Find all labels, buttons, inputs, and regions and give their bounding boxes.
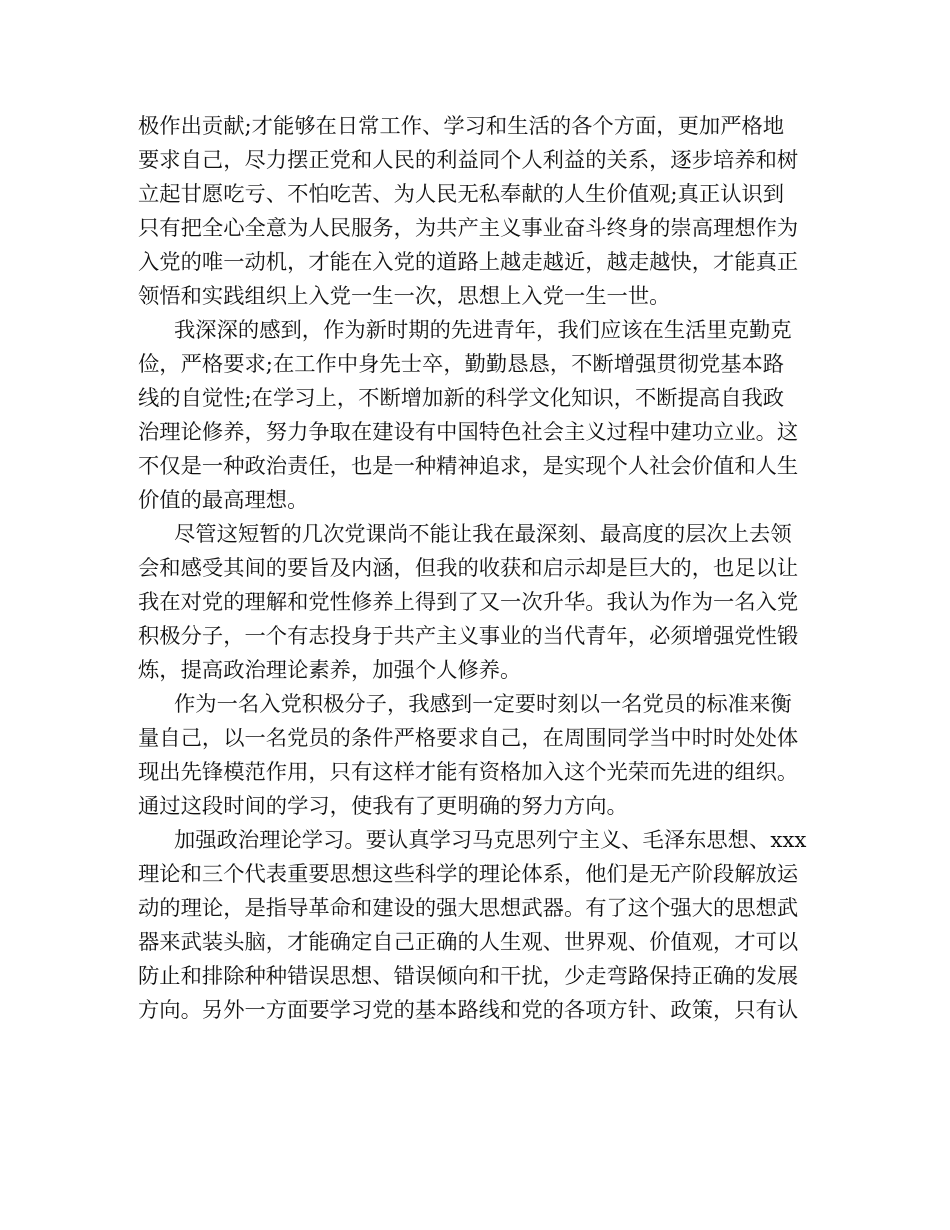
text-line: 我在对党的理解和党性修养上得到了又一次升华。我认为作为一名入党 [138, 590, 799, 615]
text-line: 现出先锋模范作用，只有这样才能有资格加入这个光荣而先进的组织。 [138, 760, 799, 785]
text-line: 会和感受其间的要旨及内涵，但我的收获和启示却是巨大的，也足以让 [138, 556, 799, 581]
text-line: 极作出贡献;才能够在日常工作、学习和生活的各个方面，更加严格地 [138, 114, 785, 139]
text-line: 炼，提高政治理论素养，加强个人修养。 [138, 658, 522, 683]
text-line: 只有把全心全意为人民服务，为共产主义事业奋斗终身的崇高理想作为 [138, 216, 799, 241]
text-line: 方向。另外一方面要学习党的基本路线和党的各项方针、政策，只有认 [138, 998, 799, 1023]
text-line: 俭，严格要求;在工作中身先士卒，勤勤恳恳，不断增强贯彻党基本路 [138, 352, 785, 377]
text-line: 理论和三个代表重要思想这些科学的理论体系，他们是无产阶段解放运 [138, 862, 799, 887]
text-line: 不仅是一种政治责任，也是一种精神追求，是实现个人社会价值和人生 [138, 454, 799, 479]
text-line: 领悟和实践组织上入党一生一次，思想上入党一生一世。 [138, 284, 671, 309]
text-line: 器来武装头脑，才能确定自己正确的人生观、世界观、价值观，才可以 [138, 930, 799, 955]
text-line: 作为一名入党积极分子，我感到一定要时刻以一名党员的标准来衡 [174, 692, 792, 717]
text-line: 入党的唯一动机，才能在入党的道路上越走越近，越走越快，才能真正 [138, 250, 799, 275]
text-line: 通过这段时间的学习，使我有了更明确的努力方向。 [138, 794, 628, 819]
text-line: 价值的最高理想。 [138, 488, 309, 513]
text-line: 治理论修养，努力争取在建设有中国特色社会主义过程中建功立业。这 [138, 420, 799, 445]
text-line: 要求自己，尽力摆正党和人民的利益同个人利益的关系，逐步培养和树 [138, 148, 799, 173]
text-line: 防止和排除种种错误思想、错误倾向和干扰，少走弯路保持正确的发展 [138, 964, 799, 989]
text-line: 加强政治理论学习。要认真学习马克思列宁主义、毛泽东思想、xxx [174, 828, 807, 853]
text-line: 尽管这短暂的几次党课尚不能让我在最深刻、最高度的层次上去领 [174, 522, 792, 547]
document-body [138, 110, 818, 1028]
text-line: 线的自觉性;在学习上，不断增加新的科学文化知识，不断提高自我政 [138, 386, 785, 411]
text-line: 我深深的感到，作为新时期的先进青年，我们应该在生活里克勤克 [174, 318, 792, 343]
text-line: 量自己，以一名党员的条件严格要求自己，在周围同学当中时时处处体 [138, 726, 799, 751]
text-line: 动的理论，是指导革命和建设的强大思想武器。有了这个强大的思想武 [138, 896, 799, 921]
text-line: 积极分子，一个有志投身于共产主义事业的当代青年，必须增强党性锻 [138, 624, 799, 649]
text-line: 立起甘愿吃亏、不怕吃苦、为人民无私奉献的人生价值观;真正认识到 [138, 182, 785, 207]
